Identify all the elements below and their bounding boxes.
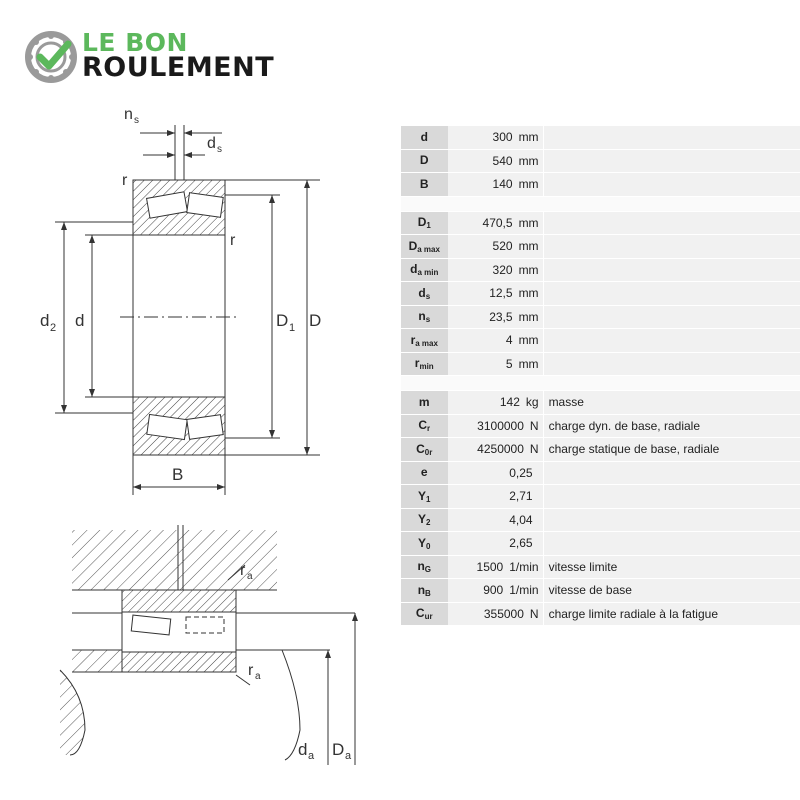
spec-description xyxy=(543,149,800,173)
spec-row xyxy=(401,352,800,376)
spec-description xyxy=(543,211,800,235)
spec-value: 140 mm xyxy=(448,173,544,197)
brand-line2: ROULEMENT xyxy=(82,52,275,83)
spec-symbol: $n_B$ xyxy=(401,579,448,603)
svg-text:2: 2 xyxy=(50,322,57,334)
label-ra-top: r xyxy=(240,562,246,579)
spec-value: 23,5 mm xyxy=(448,305,544,329)
spec-value: 2,71 xyxy=(448,485,544,509)
spec-value: 300 mm xyxy=(448,126,544,149)
svg-text:a: a xyxy=(308,750,315,762)
svg-text:1: 1 xyxy=(289,322,296,334)
spec-description xyxy=(543,235,800,259)
label-d: d xyxy=(75,311,85,330)
label-r-inner: r xyxy=(230,232,236,249)
spec-row xyxy=(401,235,800,259)
spec-symbol: $Y_1$ xyxy=(401,485,448,509)
svg-text:a: a xyxy=(345,750,352,762)
spec-value: 5 mm xyxy=(448,352,544,376)
spec-value: 2,65 xyxy=(448,532,544,556)
label-Da: D xyxy=(332,740,345,759)
bearing-check-icon xyxy=(24,30,78,84)
label-da: d xyxy=(298,740,308,759)
spec-symbol: $r_{min}$ xyxy=(401,352,448,376)
spec-symbol: $n_G$ xyxy=(401,555,448,579)
spec-symbol: m xyxy=(401,391,448,415)
spec-value: 4,04 xyxy=(448,508,544,532)
svg-text:a: a xyxy=(247,571,253,582)
spec-symbol: $Y_0$ xyxy=(401,532,448,556)
spec-table xyxy=(401,126,800,626)
spec-row xyxy=(401,438,800,462)
spec-row xyxy=(401,258,800,282)
spec-row xyxy=(401,414,800,438)
spec-row xyxy=(401,329,800,353)
spec-row xyxy=(401,508,800,532)
label-r-top: r xyxy=(122,172,128,189)
spec-description xyxy=(543,461,800,485)
spec-symbol: $r_{a max}$ xyxy=(401,329,448,353)
spec-value: 520 mm xyxy=(448,235,544,259)
spec-row xyxy=(401,461,800,485)
spec-symbol: D xyxy=(401,149,448,173)
label-ds: d xyxy=(207,135,216,152)
spec-symbol: $D_1$ xyxy=(401,211,448,235)
spec-value: 355000 N xyxy=(448,602,544,626)
spec-description xyxy=(543,532,800,556)
spec-description xyxy=(543,282,800,306)
spec-value: 142 kg xyxy=(448,391,544,415)
spec-symbol: $D_{a max}$ xyxy=(401,235,448,259)
spec-value: 12,5 mm xyxy=(448,282,544,306)
spec-row xyxy=(401,532,800,556)
spec-row xyxy=(401,211,800,235)
spec-symbol: d xyxy=(401,126,448,149)
spec-value: 4250000 N xyxy=(448,438,544,462)
spec-row xyxy=(401,126,800,149)
spec-description xyxy=(543,485,800,509)
brand-logo[interactable] xyxy=(24,28,304,88)
spec-group-gap xyxy=(401,196,800,211)
spec-description xyxy=(543,329,800,353)
spec-description xyxy=(543,126,800,149)
spec-symbol: $d_{a min}$ xyxy=(401,258,448,282)
spec-description xyxy=(543,258,800,282)
bearing-drawing xyxy=(0,95,400,795)
label-B: B xyxy=(172,465,184,484)
spec-row xyxy=(401,485,800,509)
label-D: D xyxy=(309,311,322,330)
spec-row xyxy=(401,555,800,579)
spec-row xyxy=(401,173,800,197)
spec-row xyxy=(401,282,800,306)
label-d2: d xyxy=(40,311,50,330)
spec-description: charge limite radiale à la fatigue xyxy=(543,602,800,626)
spec-description: masse xyxy=(543,391,800,415)
spec-description xyxy=(543,173,800,197)
spec-description: charge statique de base, radiale xyxy=(543,438,800,462)
spec-value: 1500 1/min xyxy=(448,555,544,579)
spec-row xyxy=(401,602,800,626)
spec-symbol: e xyxy=(401,461,448,485)
spec-symbol: $d_s$ xyxy=(401,282,448,306)
spec-group-gap xyxy=(401,376,800,391)
spec-description: vitesse limite xyxy=(543,555,800,579)
spec-value: 4 mm xyxy=(448,329,544,353)
spec-symbol: $C_r$ xyxy=(401,414,448,438)
spec-symbol: $C_{ur}$ xyxy=(401,602,448,626)
svg-text:a: a xyxy=(255,671,261,682)
spec-value: 470,5 mm xyxy=(448,211,544,235)
svg-text:s: s xyxy=(217,144,222,155)
spec-symbol: $n_s$ xyxy=(401,305,448,329)
brand-line1: LE BON xyxy=(82,28,188,57)
spec-description xyxy=(543,352,800,376)
spec-row xyxy=(401,391,800,415)
spec-value: 0,25 xyxy=(448,461,544,485)
spec-description: charge dyn. de base, radiale xyxy=(543,414,800,438)
spec-row xyxy=(401,149,800,173)
label-ra-bottom: r xyxy=(248,662,254,679)
spec-value: 3100000 N xyxy=(448,414,544,438)
spec-description xyxy=(543,508,800,532)
spec-row xyxy=(401,305,800,329)
spec-symbol: B xyxy=(401,173,448,197)
spec-row xyxy=(401,579,800,603)
spec-symbol: $Y_2$ xyxy=(401,508,448,532)
spec-symbol: $C_{0r}$ xyxy=(401,438,448,462)
spec-value: 900 1/min xyxy=(448,579,544,603)
spec-description: vitesse de base xyxy=(543,579,800,603)
label-D1: D xyxy=(276,311,289,330)
label-ns: n xyxy=(124,106,133,123)
spec-value: 320 mm xyxy=(448,258,544,282)
spec-value: 540 mm xyxy=(448,149,544,173)
svg-text:s: s xyxy=(134,115,139,126)
spec-description xyxy=(543,305,800,329)
